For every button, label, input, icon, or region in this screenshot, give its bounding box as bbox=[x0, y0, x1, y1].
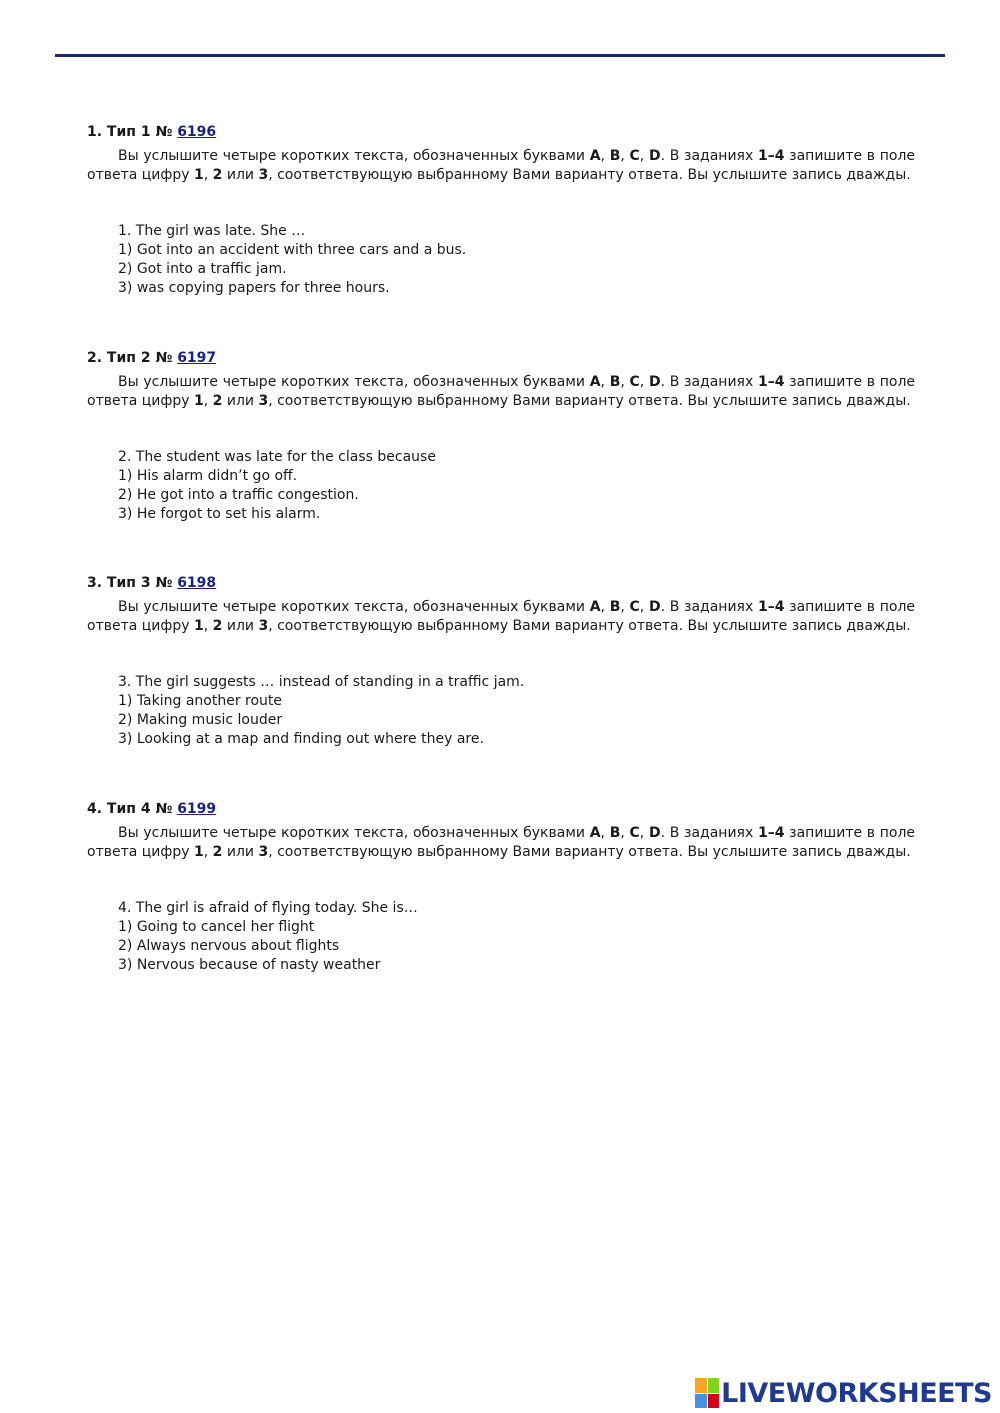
question-block bbox=[118, 673, 915, 749]
answer-option[interactable]: 1) Going to cancel her flight bbox=[118, 919, 315, 935]
answer-option[interactable]: 2) Got into a traffic jam. bbox=[118, 261, 287, 277]
task-link[interactable]: 6198 bbox=[177, 575, 217, 591]
task-instruction: Вы услышите четыре коротких текста, обозначенных буквами A, B, C, D. В заданиях 1–4 запишите в поле ответа цифру 1, 2 или 3, соответствующую выбранному Вами варианту ответа. Вы услышите запись дважды. bbox=[87, 825, 916, 860]
question-text: 4. The girl is afraid of flying today. She is… bbox=[118, 900, 418, 916]
question-text: 1. The girl was late. She … bbox=[118, 223, 306, 239]
answer-option[interactable]: 3) Nervous because of nasty weather bbox=[118, 957, 381, 973]
task-link[interactable]: 6197 bbox=[177, 350, 217, 366]
answer-option[interactable]: 2) Making music louder bbox=[118, 712, 283, 728]
question-block bbox=[118, 222, 915, 298]
task-2 bbox=[87, 349, 915, 524]
task-instruction: Вы услышите четыре коротких текста, обозначенных буквами A, B, C, D. В заданиях 1–4 запишите в поле ответа цифру 1, 2 или 3, соответствующую выбранному Вами варианту ответа. Вы услышите запись дважды. bbox=[87, 599, 916, 634]
question-text: 2. The student was late for the class because bbox=[118, 449, 436, 465]
task-title: 1. Тип 1 № 6196 bbox=[87, 124, 217, 140]
answer-option[interactable]: 2) He got into a traffic congestion. bbox=[118, 487, 359, 503]
question-block bbox=[118, 899, 915, 975]
task-title: 4. Тип 4 № 6199 bbox=[87, 801, 217, 817]
task-instruction: Вы услышите четыре коротких текста, обозначенных буквами A, B, C, D. В заданиях 1–4 запишите в поле ответа цифру 1, 2 или 3, соответствующую выбранному Вами варианту ответа. Вы услышите запись дважды. bbox=[87, 148, 916, 183]
question-block bbox=[118, 448, 915, 524]
logo-text: LIVEWORKSHEETS bbox=[721, 1377, 992, 1409]
question-text: 3. The girl suggests … instead of standing in a traffic jam. bbox=[118, 674, 525, 690]
answer-option[interactable]: 3) He forgot to set his alarm. bbox=[118, 506, 321, 522]
answer-option[interactable]: 1) Got into an accident with three cars and a bus. bbox=[118, 242, 467, 258]
logo-mark-icon bbox=[695, 1378, 719, 1408]
answer-option[interactable]: 1) His alarm didn’t go off. bbox=[118, 468, 298, 484]
answer-option[interactable]: 3) was copying papers for three hours. bbox=[118, 280, 390, 296]
task-title: 2. Тип 2 № 6197 bbox=[87, 350, 217, 366]
task-1 bbox=[87, 123, 915, 298]
liveworksheets-logo bbox=[695, 1376, 992, 1410]
task-instruction: Вы услышите четыре коротких текста, обозначенных буквами A, B, C, D. В заданиях 1–4 запишите в поле ответа цифру 1, 2 или 3, соответствующую выбранному Вами варианту ответа. Вы услышите запись дважды. bbox=[87, 374, 916, 409]
answer-option[interactable]: 1) Taking another route bbox=[118, 693, 283, 709]
task-link[interactable]: 6199 bbox=[177, 801, 217, 817]
task-title: 3. Тип 3 № 6198 bbox=[87, 575, 217, 591]
task-3 bbox=[87, 574, 915, 749]
answer-option[interactable]: 3) Looking at a map and finding out where they are. bbox=[118, 731, 484, 747]
task-4 bbox=[87, 800, 915, 975]
task-link[interactable]: 6196 bbox=[177, 124, 217, 140]
answer-option[interactable]: 2) Always nervous about flights bbox=[118, 938, 340, 954]
top-rule bbox=[55, 54, 945, 57]
